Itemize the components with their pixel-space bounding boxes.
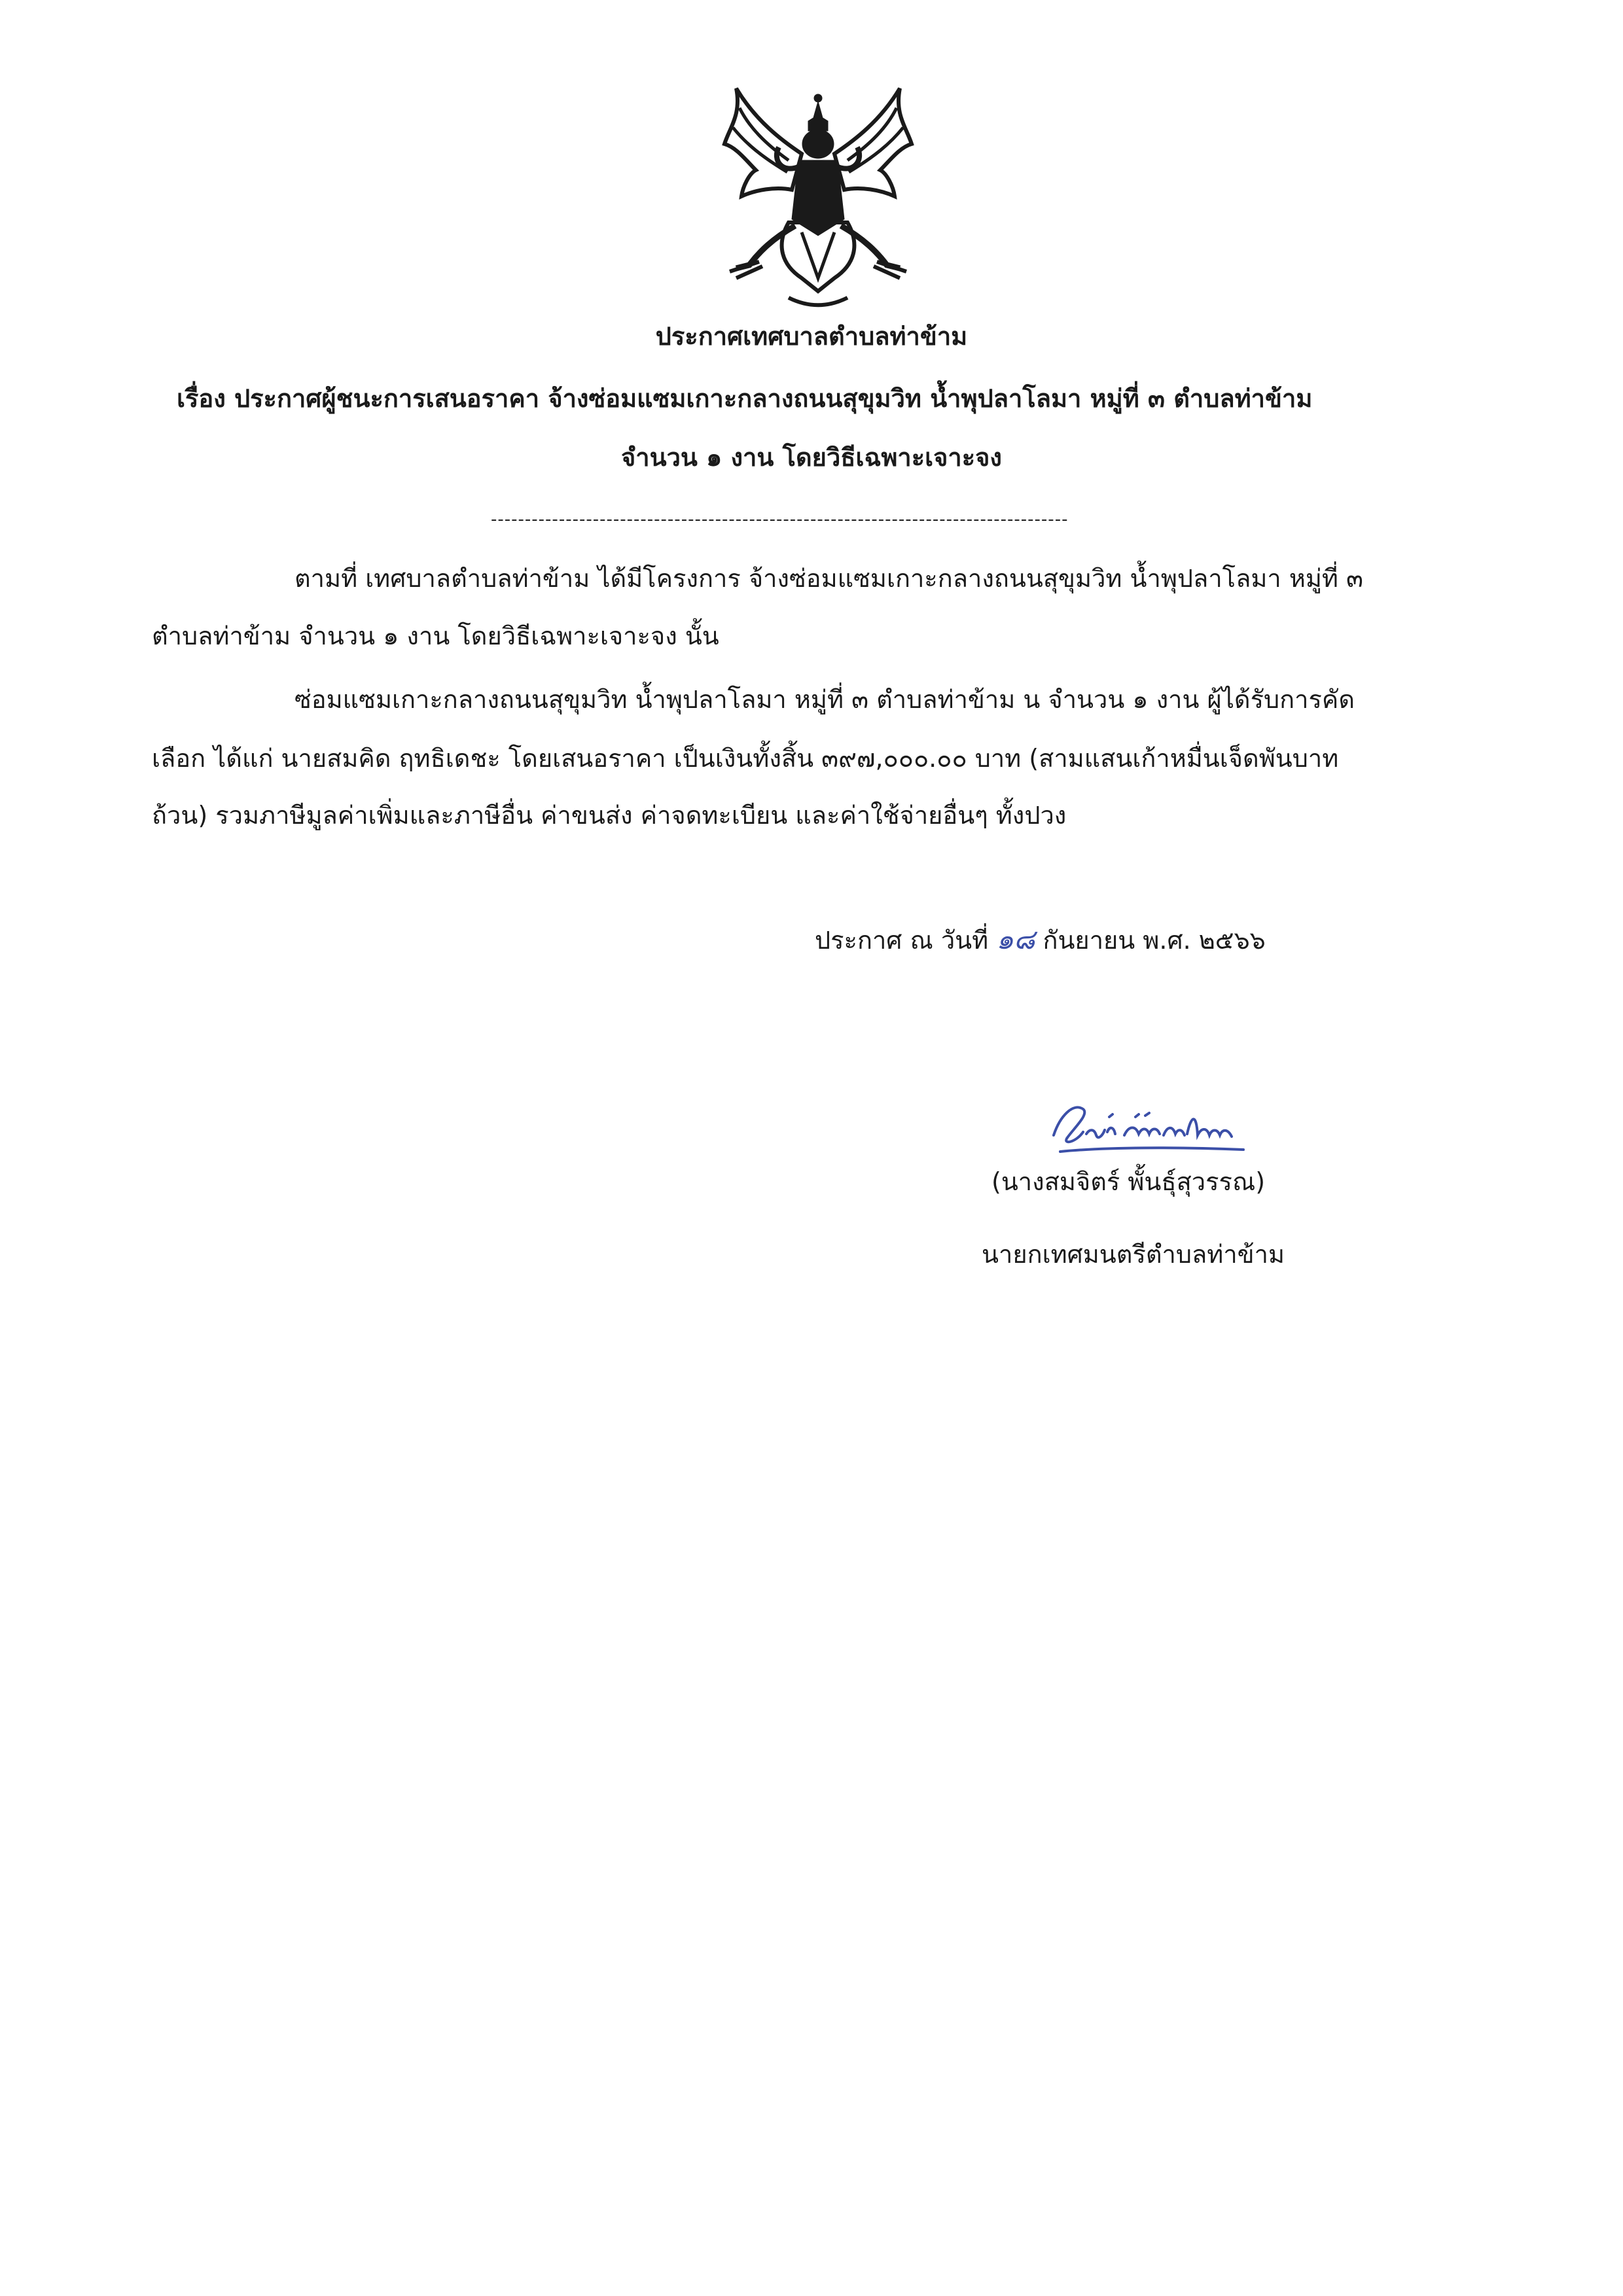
signer-name: (นางสมจิตร์ พั้นธุ์สุวรรณ) [991,1167,1266,1196]
paragraph-1-line-1: ตามที่ เทศบาลตำบลท่าข้าม ได้มีโครงการ จ้างซ่อมแซมเกาะกลางถนนสุขุมวิท น้ำพุปลาโลมา หมู่ที่ ๓ [294,564,1364,593]
paragraph-2-line-2: เลือก ได้แก่ นายสมคิด ฤทธิเดชะ โดยเสนอราคา เป็นเงินทั้งสิ้น ๓๙๗,๐๐๐.๐๐ บาท (สามแสนเก้าหมื่นเจ็ดพันบาท [152,744,1339,773]
announcement-date [815,924,1266,956]
paragraph-2-line-1: ซ่อมแซมเกาะกลางถนนสุขุมวิท น้ำพุปลาโลมา หมู่ที่ ๓ ตำบลท่าข้าม น จำนวน ๑ งาน ผู้ได้รับการคัด [294,685,1355,714]
garuda-emblem-icon [710,82,926,317]
date-month-year: กันยายน พ.ศ. ๒๕๖๖ [1043,926,1266,955]
paragraph-1-line-2: ตำบลท่าข้าม จำนวน ๑ งาน โดยวิธีเฉพาะเจาะจง นั้น [152,622,719,650]
subject-line-1: เรื่อง ประกาศผู้ชนะการเสนอราคา จ้างซ่อมแซมเกาะกลางถนนสุขุมวิท น้ำพุปลาโลมา หมู่ที่ ๓ ตำบลท่าข้าม [177,384,1313,413]
paragraph-2-line-3: ถ้วน) รวมภาษีมูลค่าเพิ่มและภาษีอื่น ค่าขนส่ง ค่าจดทะเบียน และค่าใช้จ่ายอื่นๆ ทั้งปวง [152,801,1067,830]
signer-position: นายกเทศมนตรีตำบลท่าข้าม [982,1240,1285,1269]
date-day-handwritten: ๑๘ [996,923,1035,955]
subject-line-2: จำนวน ๑ งาน โดยวิธีเฉพาะเจาะจง [621,443,1002,472]
date-prefix: ประกาศ ณ วันที่ [815,926,989,955]
handwritten-signature-icon [1047,1089,1263,1161]
announcement-title: ประกาศเทศบาลตำบลท่าข้าม [655,322,968,351]
divider: ------------------------------------------------------------------------------------- [491,510,1069,529]
